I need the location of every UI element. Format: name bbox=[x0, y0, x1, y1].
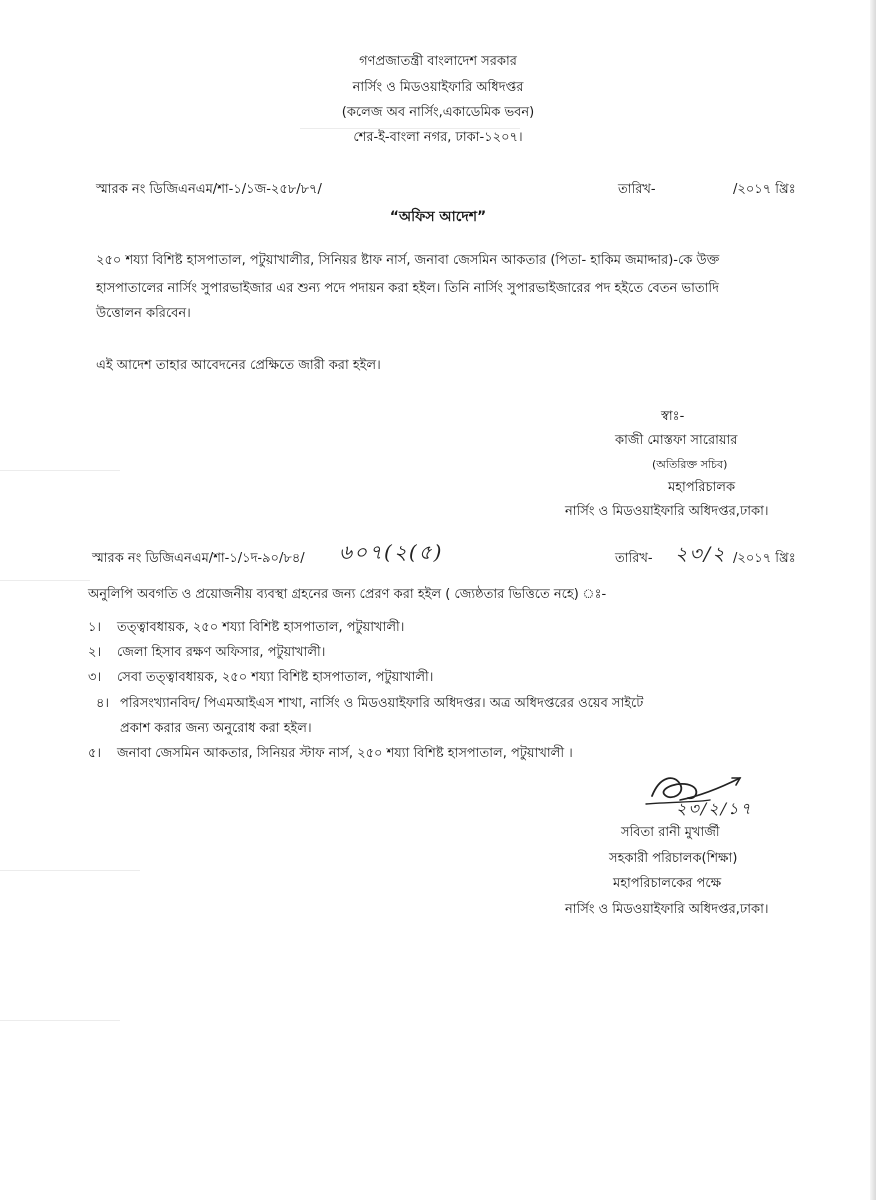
scan-noise bbox=[0, 580, 90, 581]
header-building: (কলেজ অব নার্সিং,একাডেমিক ভবন) bbox=[341, 105, 535, 120]
copy-item-number: ৩। bbox=[88, 670, 102, 685]
copy-item-text-continued: প্রকাশ করার জন্য অনুরোধ করা হইল। bbox=[120, 721, 312, 736]
order-paragraph-line-1: ২৫০ শয্যা বিশিষ্ট হাসপাতাল, পটুয়াখালীর, সিনিয়র ষ্টাফ নার্স, জনাবা জেসমিন আকতার (পিতা- হাকিম জমাদ্দার)-কে উক্ত bbox=[96, 253, 720, 268]
copy-item-number: ১। bbox=[88, 620, 102, 635]
signatory2-office: নার্সিং ও মিডওয়াইফারি অধিদপ্তর,ঢাকা। bbox=[565, 902, 769, 917]
memo2-reference: স্মারক নং ডিজিএনএম/শা-১/১দ-৯০/৮৪/ bbox=[92, 551, 305, 566]
copy-item-text: তত্ত্বাবধায়ক, ২৫০ শয্যা বিশিষ্ট হাসপাতাল, পটুয়াখালী। bbox=[117, 620, 405, 635]
scan-noise bbox=[0, 1020, 120, 1021]
memo1-date-value: /২০১৭ খ্রিঃ bbox=[733, 182, 796, 197]
memo2-handwritten-date: ২৩/২ bbox=[675, 543, 727, 565]
scan-noise bbox=[0, 470, 120, 471]
signatory1-name: কাজী মোস্তফা সারোয়ার bbox=[615, 433, 738, 448]
scan-noise bbox=[0, 870, 140, 871]
signatory2-on-behalf: মহাপরিচালকের পক্ষে bbox=[613, 876, 722, 891]
copy-intro: অনুলিপি অবগতি ও প্রয়োজনীয় ব্যবস্থা গ্রহনের জন্য প্রেরণ করা হইল ( জ্যেষ্ঠতার ভিত্তিতে নহে) ঃ- bbox=[88, 587, 607, 602]
signatory1-office: নার্সিং ও মিডওয়াইফারি অধিদপ্তর,ঢাকা। bbox=[565, 504, 769, 519]
copy-item-number: ২। bbox=[88, 645, 102, 660]
memo1-reference: স্মারক নং ডিজিএনএম/শা-১/১জ-২৫৮/৮৭/ bbox=[96, 182, 322, 197]
memo1-date-label: তারিখ- bbox=[618, 182, 656, 197]
copy-item-text: জনাবা জেসমিন আকতার, সিনিয়র স্টাফ নার্স, ২৫০ শয্যা বিশিষ্ট হাসপাতাল, পটুয়াখালী । bbox=[117, 746, 573, 761]
header-directorate: নার্সিং ও মিডওয়াইফারি অধিদপ্তর bbox=[352, 80, 524, 95]
memo2-date-suffix: /২০১৭ খ্রিঃ bbox=[733, 551, 796, 566]
order-paragraph-2: এই আদেশ তাহার আবেদনের প্রেক্ষিতে জারী করা হইল। bbox=[96, 358, 381, 373]
memo2-handwritten-number: ৬০৭(২(৫) bbox=[339, 540, 444, 564]
copy-item-text: সেবা তত্ত্বাবধায়ক, ২৫০ শয্যা বিশিষ্ট হাসপাতাল, পটুয়াখালী। bbox=[117, 670, 434, 685]
order-paragraph-line-3: উত্তোলন করিবেন। bbox=[96, 306, 191, 321]
copy-item-text: পরিসংখ্যানবিদ/ পিএমআইএস শাখা, নার্সিং ও মিডওয়াইফারি অধিদপ্তর। অত্র অধিদপ্তরের ওয়েব সাইটে bbox=[120, 696, 644, 711]
copy-item-number: ৫। bbox=[88, 746, 102, 761]
signatory2-name: সবিতা রানী মুখার্জী bbox=[621, 825, 720, 840]
copy-item-number: ৪। bbox=[96, 696, 110, 711]
signatory1-rank: (অতিরিক্ত সচিব) bbox=[652, 458, 728, 471]
order-title: “অফিস আদেশ” bbox=[389, 209, 487, 225]
header-government: গণপ্রজাতন্ত্রী বাংলাদেশ সরকার bbox=[359, 54, 517, 69]
signature-handwritten-date: ২৩/২/১৭ bbox=[676, 799, 753, 818]
order-paragraph-line-2: হাসপাতালের নার্সিং সুপারভাইজার এর শুন্য পদে পদায়ন করা হইল। তিনি নার্সিং সুপারভাইজারের পদ হইতে বেতন ভাতাদি bbox=[96, 281, 719, 296]
memo2-date-label: তারিখ- bbox=[615, 551, 653, 566]
signatory1-designation: মহাপরিচালক bbox=[668, 480, 736, 495]
header-address: শের-ই-বাংলা নগর, ঢাকা-১২০৭। bbox=[353, 130, 523, 145]
page-edge-shadow bbox=[870, 0, 876, 1200]
signatory2-designation: সহকারী পরিচালক(শিক্ষা) bbox=[609, 851, 738, 866]
copy-item-text: জেলা হিসাব রক্ষণ অফিসার, পটুয়াখালী। bbox=[117, 645, 326, 660]
sign-mark: স্বাঃ- bbox=[661, 409, 685, 424]
